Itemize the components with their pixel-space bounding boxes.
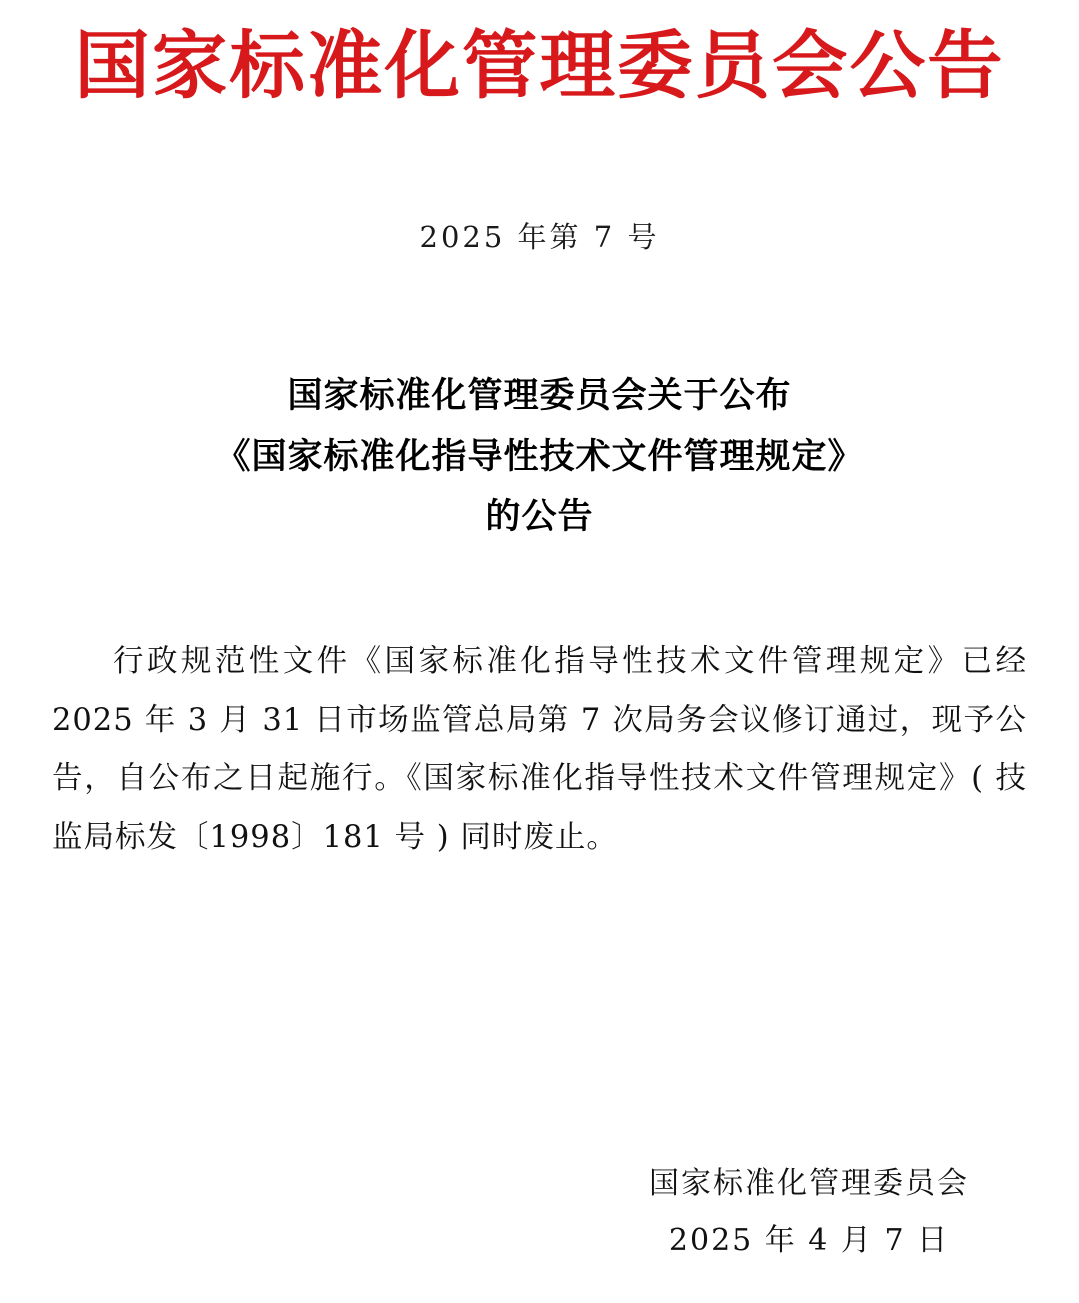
body-text [40, 633, 1039, 867]
document-title-line-1: 国家标准化管理委员会关于公布 [287, 376, 792, 417]
document-title-line-2: 《国家标准化指导性技术文件管理规定》 [215, 436, 864, 477]
signature-date: 2025 年 4 月 7 日 [668, 1223, 950, 1258]
signature-block [649, 1155, 969, 1269]
masthead-title: 国家标准化管理委员会公告 [74, 23, 1005, 109]
signature-issuer: 国家标准化管理委员会 [649, 1166, 969, 1201]
announcement-page [0, 23, 1079, 1303]
issue-number: 2025 年第 7 号 [419, 220, 660, 255]
document-title-line-3: 的公告 [485, 496, 594, 537]
document-title [40, 366, 1039, 547]
body-paragraph: 行政规范性文件《国家标准化指导性技术文件管理规定》已经 2025 年 3 月 31 日市场监管总局第 7 次局务会议修订通过，现予公告，自公布之日起施行。《国家标准化指导性技术文件管理规定》( 技监局标发〔1998〕181 号 ) 同时废止。 [52, 643, 1027, 855]
